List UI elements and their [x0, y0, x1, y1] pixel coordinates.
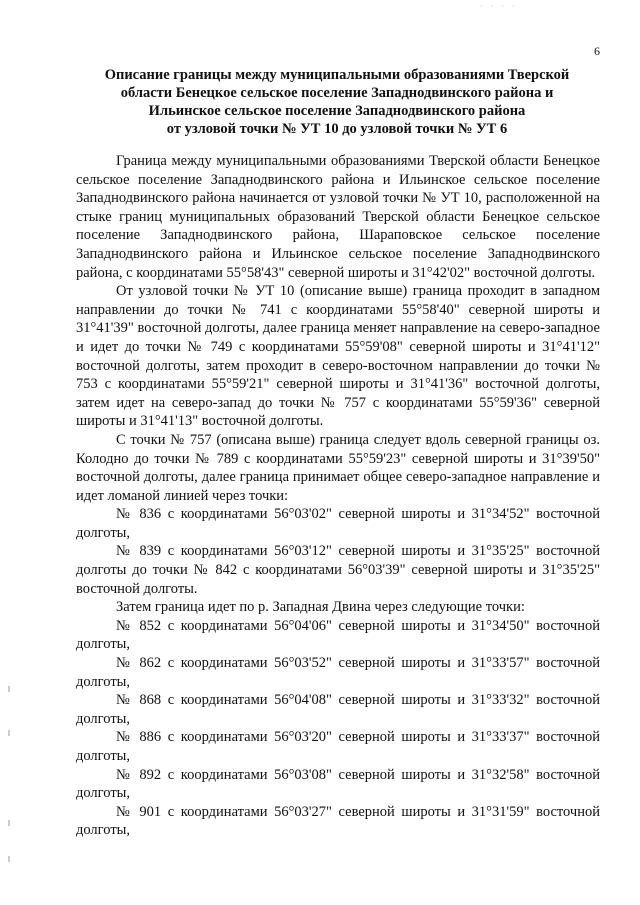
title-line: от узловой точки № УТ 10 до узловой точки № УТ 6: [166, 121, 508, 137]
scan-margin-mark: [8, 730, 10, 736]
scan-margin-mark: [8, 856, 10, 862]
title-line: Ильинское сельское поселение Западнодвинского района: [148, 103, 526, 119]
page-number: 6: [594, 44, 600, 58]
paragraph: Затем граница идет по р. Западная Двина через следующие точки:: [116, 599, 525, 616]
title-line: области Бенецкое сельское поселение Западнодвинского района и: [120, 85, 554, 101]
paragraph: № 836 с координатами 56°03'02" северной широты и 31°34'52" восточной долготы,: [76, 506, 600, 541]
paragraph: № 839 с координатами 56°03'12" северной широты и 31°35'25" восточной долготы до точки № 842 с координатами 56°03'39" северной широты и 31°35'25" восточной долготы.: [76, 543, 600, 597]
scan-artifact: · · · ·: [480, 2, 518, 11]
paragraph: № 886 с координатами 56°03'20" северной широты и 31°33'37" восточной долготы,: [76, 729, 600, 764]
document-title: [72, 66, 602, 138]
paragraph: № 852 с координатами 56°04'06" северной широты и 31°34'50" восточной долготы,: [76, 617, 600, 653]
paragraph: Граница между муниципальными образованиями Тверской области Бенецкое сельское поселение Западнодвинского района и Ильинское сельское поселение Западнодвинского района начинается от узловой точки № УТ 10, расположенной на стыке границ муниципальных образований Тверской области Бенецкое сельское поселение Западнодвинского района, Шараповское сельское поселение Западнодвинского района и Ильинское сельское поселение Западнодвинского района, с координатами 55°58'43" северной широты и 31°42'02" восточной долготы.: [76, 153, 600, 281]
paragraph: № 901 с координатами 56°03'27" северной широты и 31°31'59" восточной долготы,: [76, 803, 600, 839]
scan-margin-mark: [8, 820, 10, 826]
paragraph: № 862 с координатами 56°03'52" северной широты и 31°33'57" восточной долготы,: [76, 655, 600, 690]
paragraph: № 868 с координатами 56°04'08" северной широты и 31°33'32" восточной долготы,: [76, 692, 600, 727]
scan-margin-mark: [8, 686, 10, 692]
paragraph: С точки № 757 (описана выше) граница следует вдоль северной границы оз. Колодно до точки № 789 с координатами 55°59'23" северной широты и 31°39'50" восточной долготы, далее граница принимает общее северо-западное направление и идет ломаной линией через точки:: [76, 431, 600, 504]
document-body: [76, 152, 600, 840]
paragraph: От узловой точки № УТ 10 (описание выше) граница проходит в западном направлении до точки № 741 с координатами 55°58'40" северной широты и 31°41'39" восточной долготы, далее граница меняет направление на северо-западное и идет до точки № 749 с координатами 55°59'08" северной широты и 31°41'12" восточной долготы, затем проходит в северо-восточном направлении до точки № 753 с координатами 55°59'21" северной широты и 31°41'36" восточной долготы, затем идет на северо-запад до точки № 757 с координатами 55°59'36" северной широты и 31°41'13" восточной долготы.: [76, 283, 600, 430]
title-line: Описание границы между муниципальными образованиями Тверской: [104, 67, 570, 83]
paragraph: № 892 с координатами 56°03'08" северной широты и 31°32'58" восточной долготы,: [76, 766, 600, 802]
